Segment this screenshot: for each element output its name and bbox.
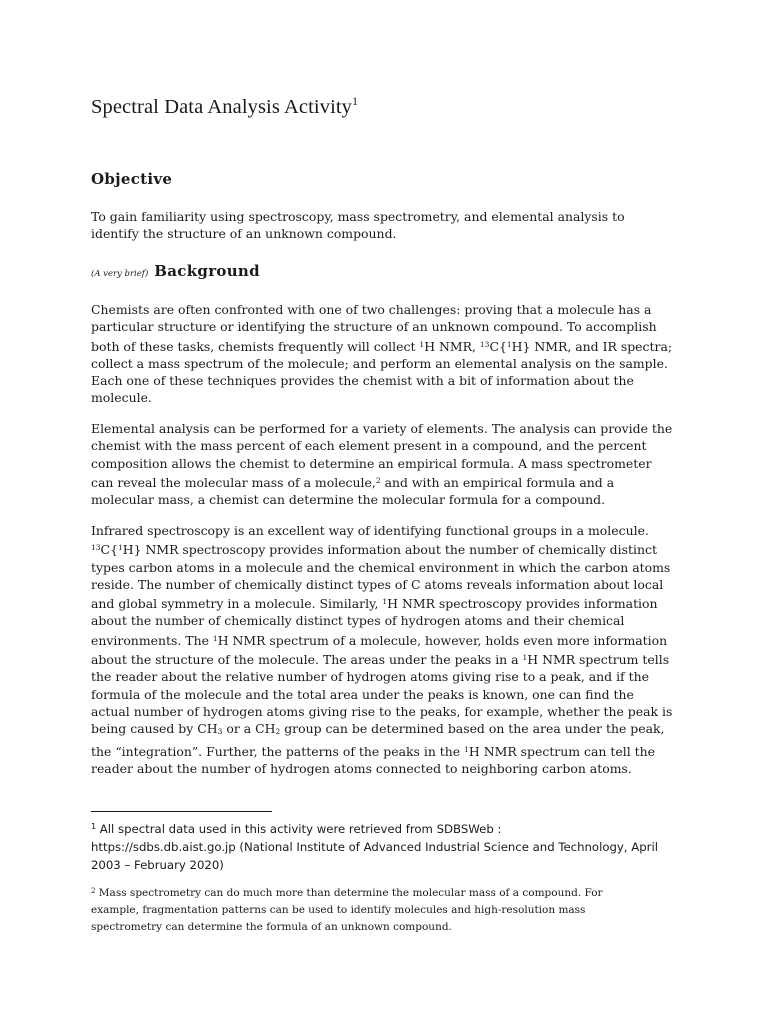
paragraph-line: the reader about the relative number of hydrogen atoms giving rise to a peak, and if the	[91, 669, 649, 685]
paragraph-line: being caused by $CH_3$ or a $CH_2$ group can be determined based on the area under the peak,	[91, 721, 665, 737]
footnote-1-number: 1	[91, 822, 97, 831]
objective-line: To gain familiarity using spectroscopy, mass spectrometry, and elemental analysis to	[91, 209, 625, 224]
footnote-2-number: 2	[91, 887, 96, 895]
objective-paragraph	[91, 208, 689, 243]
paragraph-line: composition allows the chemist to determine an empirical formula. A mass spectrometer	[91, 455, 652, 471]
paragraph-line: Each one of these techniques provides the chemist with a bit of information about the	[91, 373, 634, 389]
paragraph-line: reside. The number of chemically distinct types of C atoms reveals information about local	[91, 576, 664, 592]
paragraph-line: molecule.	[91, 390, 152, 406]
background-title: Background	[154, 262, 260, 280]
title-footnote-mark[interactable]: 1	[352, 94, 359, 108]
paragraph-line: Chemists are often confronted with one of two challenges: proving that a molecule has a	[91, 302, 652, 317]
objective-line: identify the structure of an unknown compound.	[91, 226, 397, 242]
paragraph-line: types carbon atoms in a molecule and the chemical environment in which the carbon atoms	[91, 559, 671, 575]
paragraph-line: $^{13}$C{$^1$H} NMR spectroscopy provides information about the number of chemically distinct	[91, 542, 657, 558]
paragraph-line: Elemental analysis can be performed for a variety of elements. The analysis can provide the	[91, 421, 673, 436]
footnote-separator	[91, 811, 272, 812]
footnote-1: $^1$ All spectral data used in this activity were retrieved from SDBSWeb : https://sdbs.db.aist.go.jp (National Institute of Advanced Industrial Science and Technology, April 2003 – February 2020)	[91, 818, 691, 875]
footnote-2: $^2$ Mass spectrometry can do much more than determine the molecular mass of a compound. For example, fragmentation patterns can be used to identify molecules and high-resolution mass spectrometry can determine the formula of an unknown compound.	[91, 887, 603, 933]
paragraph-line: the “integration”. Further, the patterns of the peaks in the $^1$H NMR spectrum can tell the	[91, 743, 655, 759]
paragraph-line: chemist with the mass percent of each element present in a compound, and the percent	[91, 438, 647, 454]
paragraph-line: formula of the molecule and the total area under the peaks is known, one can find the	[91, 686, 634, 702]
background-heading	[91, 261, 260, 280]
paragraph-line: reader about the number of hydrogen atoms connected to neighboring carbon atoms.	[91, 760, 632, 776]
paragraph-line: about the structure of the molecule. The areas under the peaks in a $^1$H NMR spectrum tells	[91, 652, 670, 668]
paragraph-line: can reveal the molecular mass of a molecule,$^2$ and with an empirical formula and a	[91, 474, 615, 490]
background-paragraph-2	[91, 420, 689, 508]
paragraph-line: Infrared spectroscopy is an excellent way of identifying functional groups in a molecule.	[91, 523, 649, 538]
paragraph-line: particular structure or identifying the structure of an unknown compound. To accomplish	[91, 319, 657, 335]
background-prefix: (A very brief)	[91, 269, 149, 279]
document-title	[91, 94, 358, 119]
paragraph-line: actual number of hydrogen atoms giving rise to the peaks, for example, whether the peak is	[91, 703, 673, 719]
footnote-1-link-line[interactable]: https://sdbs.db.aist.go.jp (National Institute of Advanced Industrial Science and Technology, April	[91, 840, 658, 855]
paragraph-line: and global symmetry in a molecule. Similarly, $^1$H NMR spectroscopy provides information	[91, 596, 658, 612]
footnote-2-mark[interactable]: 2	[375, 475, 381, 485]
paragraph-line: both of these tasks, chemists frequently will collect $^1$H NMR, $^{13}$C{$^1$H} NMR, and IR spectra;	[91, 338, 673, 354]
paragraph-line: environments. The $^1$H NMR spectrum of a molecule, however, holds even more information	[91, 632, 668, 648]
paragraph-line: molecular mass, a chemist can determine the molecular formula for a compound.	[91, 492, 606, 508]
title-text: Spectral Data Analysis Activity	[91, 96, 353, 118]
background-paragraph-3	[91, 522, 689, 777]
paragraph-line: about the number of chemically distinct types of hydrogen atoms and their chemical	[91, 613, 625, 629]
objective-heading: Objective	[91, 170, 173, 188]
paragraph-line: collect a mass spectrum of the molecule; and perform an elemental analysis on the sample.	[91, 355, 668, 371]
background-paragraph-1	[91, 301, 689, 407]
